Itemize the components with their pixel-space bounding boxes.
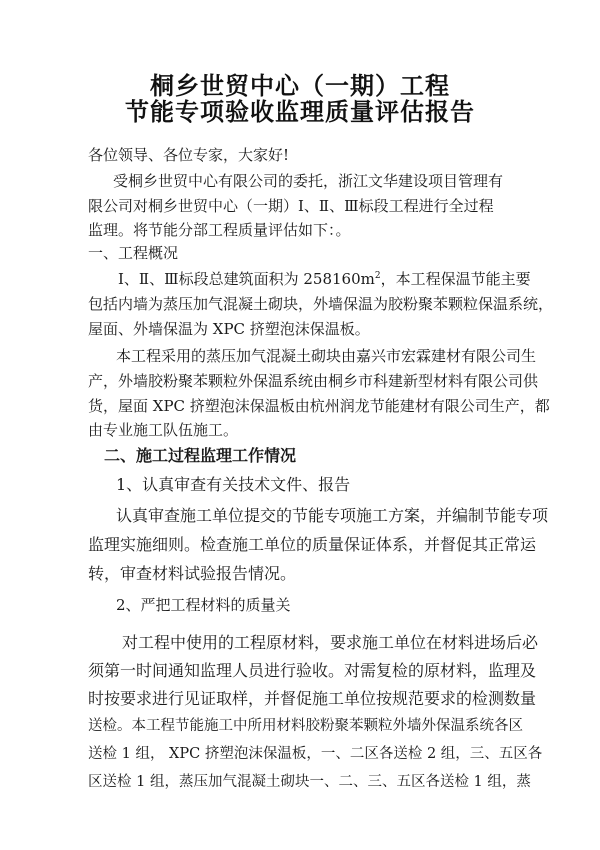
subsection-2-line-2: 须第一时间通知监理人员进行验收。对需复检的原材料，监理及 [88,661,537,680]
subsection-1-line-3: 转，审查材料试验报告情况。 [88,564,297,583]
subsection-2-line-4: 送检。本工程节能施工中所用材料胶粉聚苯颗粒外墙外保温系统各区 [88,718,523,734]
section-1-paragraph-2-line-3: 货，屋面 XPC 挤塑泡沫保温板由杭州润龙节能建材有限公司生产，都 [88,397,550,415]
area-text-continued: ，本工程保温节能主要 [380,270,531,288]
subsection-1-line-1: 认真审查施工单位提交的节能专项施工方案，并编制节能专项 [116,506,549,525]
document-title-line-1: 桐乡世贸中心（一期）工程 [150,72,450,100]
subsection-2-heading: 2、严把工程材料的质量关 [116,596,291,614]
greeting: 各位领导、各位专家，大家好! [88,146,290,164]
subsection-2-line-5: 送检 1 组， XPC 挤塑泡沫保温板，一、二区各送检 2 组，三、五区各 [88,746,543,762]
intro-line-1: 受桐乡世贸中心有限公司的委托，浙江文华建设项目管理有 [113,172,504,190]
section-1-paragraph-2-line-2: 产，外墙胶粉聚苯颗粒外保温系统由桐乡市科建新型材料有限公司供 [88,372,539,390]
document-title-line-2: 节能专项验收监理质量评估报告 [125,98,475,126]
section-1-paragraph-2-line-1: 本工程采用的蒸压加气混凝土砌块由嘉兴市宏霖建材有限公司生 [116,347,537,365]
intro-line-2: 限公司对桐乡世贸中心（一期）Ⅰ、Ⅱ、Ⅲ标段工程进行全过程 [88,197,494,215]
subsection-1-heading: 1、认真审查有关技术文件、报告 [116,475,351,494]
section-1-paragraph-2-line-4: 由专业施工队伍施工。 [88,421,239,439]
intro-line-3: 监理。将节能分部工程质量评估如下：。 [88,221,351,239]
section-1-paragraph-1-line-3: 屋面、外墙保温为 XPC 挤塑泡沫保温板。 [88,320,370,338]
section-1-paragraph-1-line-2: 包括内墙为蒸压加气混凝土砌块，外墙保温为胶粉聚苯颗粒保温系统， [88,295,554,313]
subsection-2-line-1: 对工程中使用的工程原材料，要求施工单位在材料进场后必 [122,633,539,652]
subsection-1-line-2: 监理实施细则。检查施工单位的质量保证体系，并督促其正常运 [88,535,537,554]
area-unit-superscript: 2 [374,271,381,281]
section-2-heading: 二、施工过程监理工作情况 [104,446,297,465]
section-1-paragraph-1-line-1 [118,268,531,289]
subsection-2-line-6: 区送检 1 组，蒸压加气混凝土砌块一、二、三、五区各送检 1 组，蒸 [88,774,531,790]
subsection-2-line-3: 时按要求进行见证取样，并督促施工单位按规范要求的检测数量 [88,689,537,708]
area-text: Ⅰ、Ⅱ、Ⅲ标段总建筑面积为 258160m [118,270,375,288]
section-1-heading: 一、工程概况 [88,244,179,262]
